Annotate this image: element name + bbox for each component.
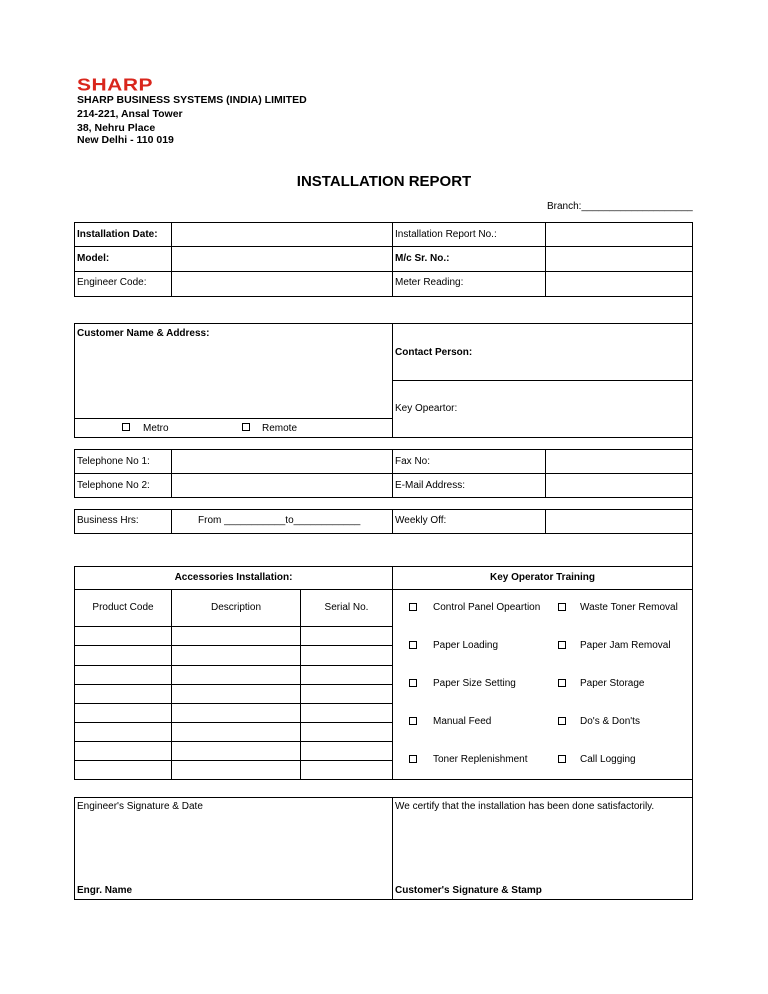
installation-report-no-label: Installation Report No.: — [395, 229, 497, 240]
from-to-field[interactable]: From ___________to____________ — [198, 515, 361, 526]
branch-field[interactable]: Branch:____________________ — [547, 201, 693, 212]
serial-no-header: Serial No. — [324, 602, 369, 613]
training-item: Control Panel Opeartion — [433, 602, 541, 613]
training-item: Waste Toner Removal — [580, 602, 678, 613]
address-line-2: 38, Nehru Place — [77, 122, 156, 134]
accessories-heading: Accessories Installation: — [174, 572, 293, 583]
fax-label: Fax No: — [395, 456, 431, 467]
mc-sr-no-label: M/c Sr. No.: — [395, 253, 450, 264]
contact-person-label: Contact Person: — [395, 347, 473, 358]
remote-checkbox[interactable] — [242, 423, 250, 431]
product-code-header: Product Code — [92, 602, 154, 613]
model-label: Model: — [77, 253, 110, 264]
metro-checkbox[interactable] — [122, 423, 130, 431]
training-checkbox[interactable] — [558, 603, 566, 611]
training-item: Paper Jam Removal — [580, 640, 671, 651]
training-checkbox[interactable] — [409, 603, 417, 611]
training-checkbox[interactable] — [558, 679, 566, 687]
training-heading: Key Operator Training — [489, 572, 596, 583]
engineer-signature-label: Engineer's Signature & Date — [77, 801, 203, 812]
address-line-1: 214-221, Ansal Tower — [77, 108, 183, 120]
key-operator-label: Key Opeartor: — [395, 403, 458, 414]
training-item: Call Logging — [580, 754, 636, 765]
customer-name-address-label: Customer Name & Address: — [77, 328, 210, 339]
address-line-3: New Delhi - 110 019 — [77, 134, 174, 146]
telephone-1-label: Telephone No 1: — [77, 456, 150, 467]
description-header: Description — [210, 602, 262, 613]
email-label: E-Mail Address: — [395, 480, 466, 491]
training-item: Manual Feed — [433, 716, 492, 727]
training-checkbox[interactable] — [558, 717, 566, 725]
engr-name-label: Engr. Name — [77, 885, 133, 896]
weekly-off-label: Weekly Off: — [395, 515, 447, 526]
training-checkbox[interactable] — [558, 755, 566, 763]
company-name: SHARP BUSINESS SYSTEMS (INDIA) LIMITED — [77, 94, 307, 106]
training-item: Paper Size Setting — [433, 678, 516, 689]
training-item: Paper Storage — [580, 678, 645, 689]
training-checkbox[interactable] — [558, 641, 566, 649]
training-checkbox[interactable] — [409, 755, 417, 763]
metro-label: Metro — [143, 423, 169, 434]
business-hrs-label: Business Hrs: — [77, 515, 139, 526]
customer-signature-label: Customer's Signature & Stamp — [395, 885, 542, 896]
training-item: Toner Replenishment — [433, 754, 528, 765]
training-checkbox[interactable] — [409, 679, 417, 687]
installation-date-label: Installation Date: — [77, 229, 158, 240]
remote-label: Remote — [262, 423, 298, 434]
training-item: Paper Loading — [433, 640, 499, 651]
training-checkbox[interactable] — [409, 641, 417, 649]
training-item: Do's & Don'ts — [580, 716, 640, 727]
training-checkbox[interactable] — [409, 717, 417, 725]
telephone-2-label: Telephone No 2: — [77, 480, 150, 491]
meter-reading-label: Meter Reading: — [395, 277, 464, 288]
page-title: INSTALLATION REPORT — [296, 173, 472, 190]
engineer-code-label: Engineer Code: — [77, 277, 147, 288]
certify-text: We certify that the installation has been done satisfactorily. — [395, 801, 655, 812]
sharp-logo: SHARP — [77, 75, 154, 95]
